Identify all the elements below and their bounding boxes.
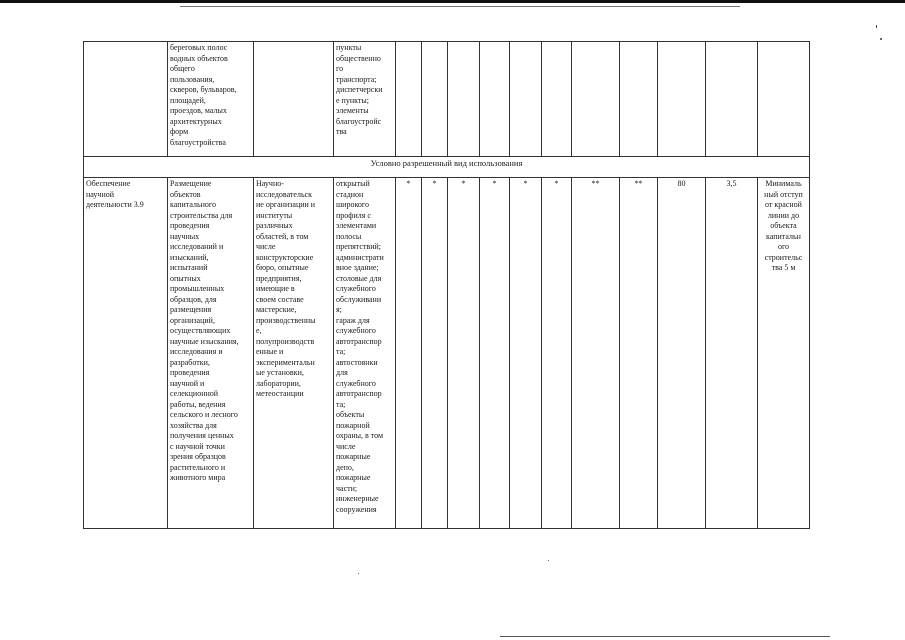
auxiliary-objects-cell	[334, 42, 396, 157]
text-line: енные и	[256, 347, 284, 356]
text-line: полупроизводств	[256, 336, 315, 346]
param-cell	[542, 42, 572, 157]
param-cell: **	[620, 178, 658, 529]
text-line: научной и	[170, 378, 205, 388]
text-line: архитектурных	[170, 116, 222, 126]
text-line: администрати	[336, 252, 384, 262]
scan-bottom-rule	[500, 636, 830, 637]
text-line: животного мира	[170, 473, 226, 482]
text-line: е,	[256, 326, 262, 335]
text-line: конструкторские	[256, 252, 314, 262]
text-line: общественно	[336, 53, 381, 63]
param-cell: **	[572, 178, 620, 529]
text-line: благоустройства	[170, 137, 226, 147]
text-line: своем составе	[256, 294, 304, 304]
table-row	[84, 42, 810, 157]
text-line: профиля с	[336, 210, 371, 220]
text-line: строительс	[764, 252, 803, 262]
text-line: вное здание;	[336, 263, 379, 272]
text-line: научных	[170, 231, 200, 241]
text-line: автостоянки	[336, 357, 378, 367]
param-cell	[480, 42, 510, 157]
text-line: предприятия,	[256, 273, 302, 283]
text-line: го	[336, 64, 344, 73]
scan-speck	[876, 25, 877, 28]
param-cell	[396, 42, 422, 157]
text-line: сельского и лесного	[170, 410, 238, 419]
text-line: тва 5 м	[771, 263, 796, 272]
scan-speck	[358, 573, 359, 574]
text-line: с научной точки	[170, 441, 225, 451]
text-line: береговых полос	[170, 43, 228, 52]
section-header: Условно разрешенный вид использования	[84, 157, 810, 178]
main-objects-cell	[254, 178, 334, 529]
text-line: я;	[336, 305, 342, 314]
text-line: сооружения	[336, 504, 377, 514]
param-cell: *	[480, 178, 510, 529]
text-line: обслуживани	[336, 294, 382, 304]
text-line: диспетчерски	[336, 85, 383, 94]
text-line: осуществляющих	[170, 326, 231, 335]
scan-top-rule-thin	[180, 6, 740, 7]
text-line: областей, в том	[256, 231, 309, 241]
text-line: строительства для	[170, 210, 233, 220]
text-line: пожарной	[336, 420, 370, 430]
text-line: стадион	[336, 189, 364, 199]
text-line: для	[336, 368, 348, 377]
text-line: производственны	[256, 315, 316, 325]
param-cell: *	[422, 178, 448, 529]
text-line: метеостанции	[256, 389, 304, 398]
text-line: ие организации и	[256, 200, 316, 209]
zoning-regulations-table	[83, 41, 810, 529]
text-line: части;	[336, 483, 358, 493]
text-line: Обеспечение	[86, 179, 131, 188]
description-cell	[168, 178, 254, 529]
text-line: инженерные	[336, 494, 379, 503]
table-row-section-header	[84, 157, 810, 178]
text-line: Минималь	[765, 179, 802, 188]
text-line: проведения	[170, 368, 210, 377]
param-cell	[572, 42, 620, 157]
description-cell	[168, 42, 254, 157]
text-line: пункты	[336, 43, 362, 52]
param-cell: *	[510, 178, 542, 529]
text-line: объекта	[770, 221, 797, 230]
text-line: транспорта;	[336, 74, 377, 84]
text-line: числе	[256, 242, 276, 251]
text-line: имеющие в	[256, 284, 295, 293]
text-line: получения ценных	[170, 431, 234, 440]
scan-speck	[548, 560, 549, 561]
text-line: форм	[170, 127, 189, 136]
table-row	[84, 178, 810, 529]
text-line: организаций,	[170, 315, 215, 325]
text-line: автотранспор	[336, 336, 382, 346]
text-line: лаборатории,	[256, 378, 301, 388]
param-cell: 80	[658, 178, 706, 529]
note-cell	[758, 42, 810, 157]
param-cell	[706, 42, 758, 157]
param-cell: 3,5	[706, 178, 758, 529]
param-cell: *	[542, 178, 572, 529]
param-cell	[422, 42, 448, 157]
text-line: элементы	[336, 106, 369, 115]
text-line: та;	[336, 347, 346, 356]
name-cell	[84, 42, 168, 157]
text-line: деятельности 3.9	[86, 200, 144, 209]
text-line: капитального	[170, 200, 216, 209]
name-cell	[84, 178, 168, 529]
scan-top-rule	[0, 0, 905, 3]
text-line: охраны, в том	[336, 431, 384, 440]
text-line: мастерские,	[256, 305, 297, 314]
text-line: водных объектов	[170, 53, 228, 63]
text-line: тва	[336, 127, 347, 136]
text-line: площадей,	[170, 95, 206, 105]
text-line: экспериментальн	[256, 357, 315, 367]
text-line: служебного	[336, 326, 376, 335]
text-line: проездов, малых	[170, 106, 227, 115]
text-line: Научно-	[256, 179, 284, 188]
text-line: научной	[86, 189, 115, 199]
text-line: объекты	[336, 410, 365, 419]
text-line: общего	[170, 64, 195, 73]
param-cell: *	[448, 178, 480, 529]
text-line: препятствий;	[336, 242, 381, 251]
text-line: служебного	[336, 284, 376, 293]
note-cell	[758, 178, 810, 529]
text-line: хозяйства для	[170, 420, 217, 430]
text-line: пожарные	[336, 452, 371, 461]
text-line: опытных	[170, 273, 201, 283]
text-line: растительного и	[170, 462, 226, 472]
text-line: широкого	[336, 200, 370, 209]
text-line: образцов, для	[170, 294, 217, 304]
param-cell: *	[396, 178, 422, 529]
text-line: е пункты;	[336, 95, 369, 105]
text-line: гараж для	[336, 315, 370, 325]
text-line: капитальн	[766, 231, 801, 241]
text-line: числе	[336, 441, 356, 451]
text-line: исследовательск	[256, 189, 313, 199]
text-line: зрения образцов	[170, 452, 226, 461]
text-line: скверов, бульваров,	[170, 85, 237, 94]
text-line: работы, ведения	[170, 399, 226, 409]
scan-speck	[880, 38, 882, 40]
text-line: та;	[336, 399, 346, 409]
text-line: проведения	[170, 221, 210, 230]
param-cell	[658, 42, 706, 157]
text-line: депо,	[336, 462, 354, 472]
text-line: благоустройс	[336, 116, 382, 126]
text-line: столовые для	[336, 273, 382, 283]
text-line: исследований и	[170, 242, 224, 251]
text-line: объектов	[170, 189, 201, 199]
text-line: автотранспор	[336, 389, 382, 398]
text-line: изысканий,	[170, 252, 209, 262]
text-line: служебного	[336, 378, 376, 388]
text-line: открытый	[336, 179, 370, 188]
param-cell	[620, 42, 658, 157]
text-line: различных	[256, 221, 293, 230]
text-line: элементами	[336, 221, 377, 230]
text-line: от красной	[765, 200, 802, 209]
text-line: размещения	[170, 305, 212, 314]
text-line: бюро, опытные	[256, 263, 309, 272]
text-line: ого	[777, 242, 790, 251]
text-line: селекционной	[170, 389, 219, 398]
text-line: испытаний	[170, 263, 208, 272]
text-line: пользования,	[170, 74, 215, 84]
main-objects-cell	[254, 42, 334, 157]
text-line: ный отступ	[764, 189, 803, 199]
text-line: институты	[256, 210, 293, 220]
text-line: разработки,	[170, 357, 210, 367]
text-line: Размещение	[170, 179, 212, 188]
text-line: линии до	[767, 210, 800, 220]
text-line: полосы	[336, 231, 362, 241]
auxiliary-objects-cell	[334, 178, 396, 529]
param-cell	[448, 42, 480, 157]
text-line: пожарные	[336, 473, 371, 482]
param-cell	[510, 42, 542, 157]
text-line: промышленных	[170, 284, 225, 293]
text-line: ые установки,	[256, 368, 304, 377]
text-line: научные изыскания,	[170, 336, 239, 346]
text-line: исследования и	[170, 347, 223, 356]
